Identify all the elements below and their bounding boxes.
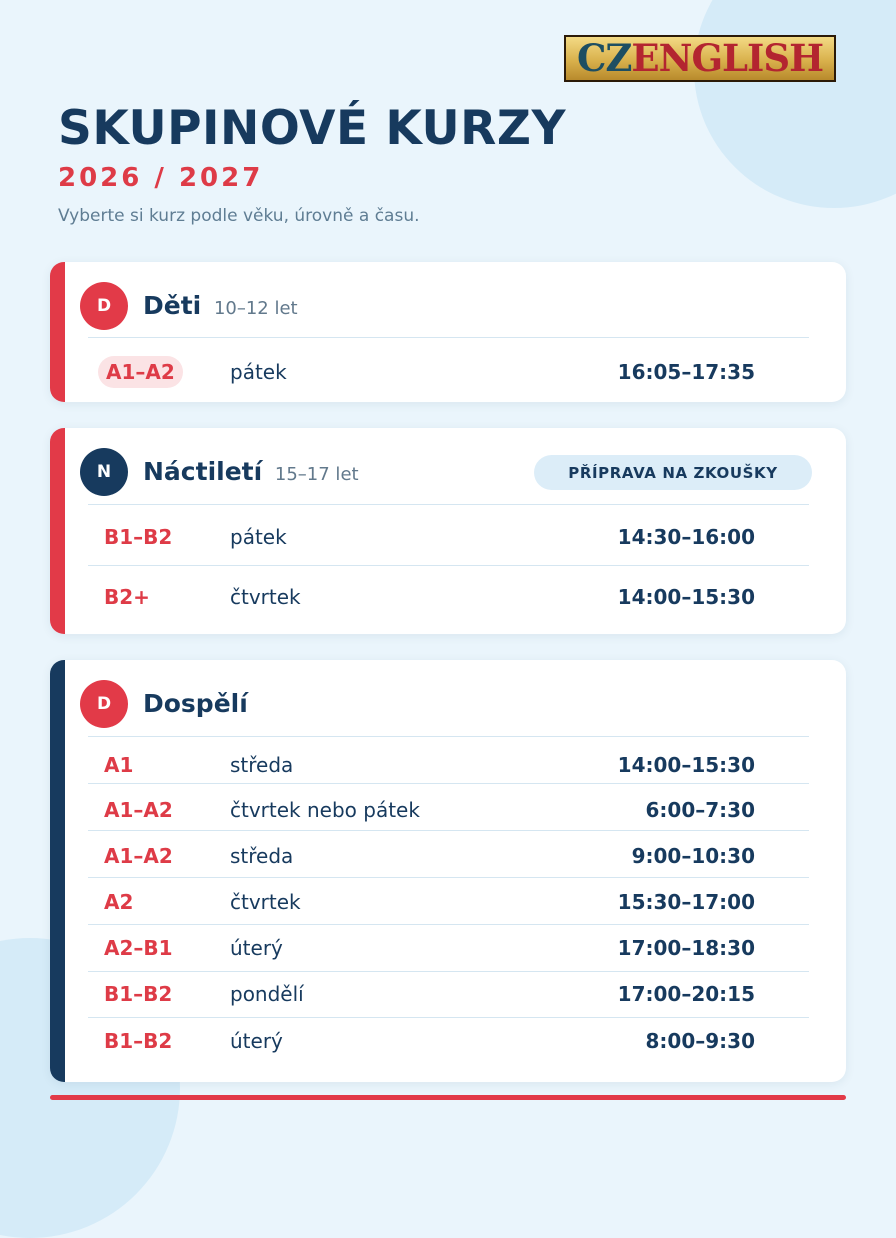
- group-card-deti: [50, 262, 846, 402]
- course-row: [88, 971, 809, 1018]
- course-day: úterý: [230, 1029, 283, 1053]
- course-level: B1–B2: [104, 525, 173, 549]
- course-level: A2–B1: [104, 936, 173, 960]
- course-day: čtvrtek: [230, 585, 301, 609]
- course-row: [88, 924, 809, 971]
- course-row: [88, 877, 809, 924]
- course-time: 15:30–17:00: [617, 890, 755, 914]
- school-year: 2026 / 2027: [58, 163, 264, 193]
- page-title: SKUPINOVÉ KURZY: [58, 101, 566, 156]
- course-day: středa: [230, 753, 294, 777]
- group-age: 15–17 let: [274, 464, 359, 485]
- group-initial-badge: D: [80, 680, 128, 728]
- group-name: Náctiletí: [143, 457, 263, 486]
- course-level: B2+: [104, 585, 150, 609]
- course-row: [88, 1017, 809, 1077]
- group-header: [80, 448, 810, 498]
- course-day: pátek: [230, 525, 287, 549]
- group-title: [143, 689, 248, 718]
- course-row: [88, 783, 809, 830]
- course-time: 14:00–15:30: [617, 753, 755, 777]
- course-day: pondělí: [230, 982, 304, 1006]
- course-time: 6:00–7:30: [645, 798, 755, 822]
- group-card-nactileti: [50, 428, 846, 634]
- course-level: B1–B2: [104, 1029, 173, 1053]
- course-time: 8:00–9:30: [645, 1029, 755, 1053]
- group-title: [143, 457, 359, 486]
- course-day: pátek: [230, 360, 287, 384]
- group-initial-badge: N: [80, 448, 128, 496]
- czenglish-logo: CZ ENGLISH: [564, 35, 836, 82]
- course-row: [88, 504, 809, 565]
- page-subtitle: Vyberte si kurz podle věku, úrovně a času.: [58, 206, 420, 226]
- course-time: 17:00–20:15: [617, 982, 755, 1006]
- course-day: čtvrtek: [230, 890, 301, 914]
- group-age: 10–12 let: [213, 298, 298, 319]
- course-time: 16:05–17:35: [617, 360, 755, 384]
- decorative-circle-top-right: [694, 0, 896, 208]
- course-level: B1–B2: [104, 982, 173, 1006]
- course-time: 9:00–10:30: [631, 844, 755, 868]
- course-level: A1–A2: [104, 798, 173, 822]
- group-name: Dospělí: [143, 689, 248, 718]
- course-time: 14:00–15:30: [617, 585, 755, 609]
- exam-prep-badge: PŘÍPRAVA NA ZKOUŠKY: [534, 455, 812, 490]
- group-header: [80, 680, 810, 730]
- course-row: [88, 736, 809, 783]
- course-day: čtvrtek nebo pátek: [230, 798, 420, 822]
- course-day: středa: [230, 844, 294, 868]
- footer-accent-line: [50, 1095, 846, 1100]
- course-time: 17:00–18:30: [617, 936, 755, 960]
- course-row: [88, 565, 809, 627]
- course-row: [88, 337, 809, 402]
- group-header: [80, 282, 810, 332]
- group-name: Děti: [143, 291, 202, 320]
- course-level: A1–A2: [104, 844, 173, 868]
- group-card-dospeli: [50, 660, 846, 1082]
- group-title: [143, 291, 298, 320]
- course-level: A1–A2: [98, 356, 183, 388]
- group-initial-badge: D: [80, 282, 128, 330]
- course-level: A2: [104, 890, 134, 914]
- course-row: [88, 830, 809, 877]
- course-day: úterý: [230, 936, 283, 960]
- course-time: 14:30–16:00: [617, 525, 755, 549]
- course-level: A1: [104, 753, 134, 777]
